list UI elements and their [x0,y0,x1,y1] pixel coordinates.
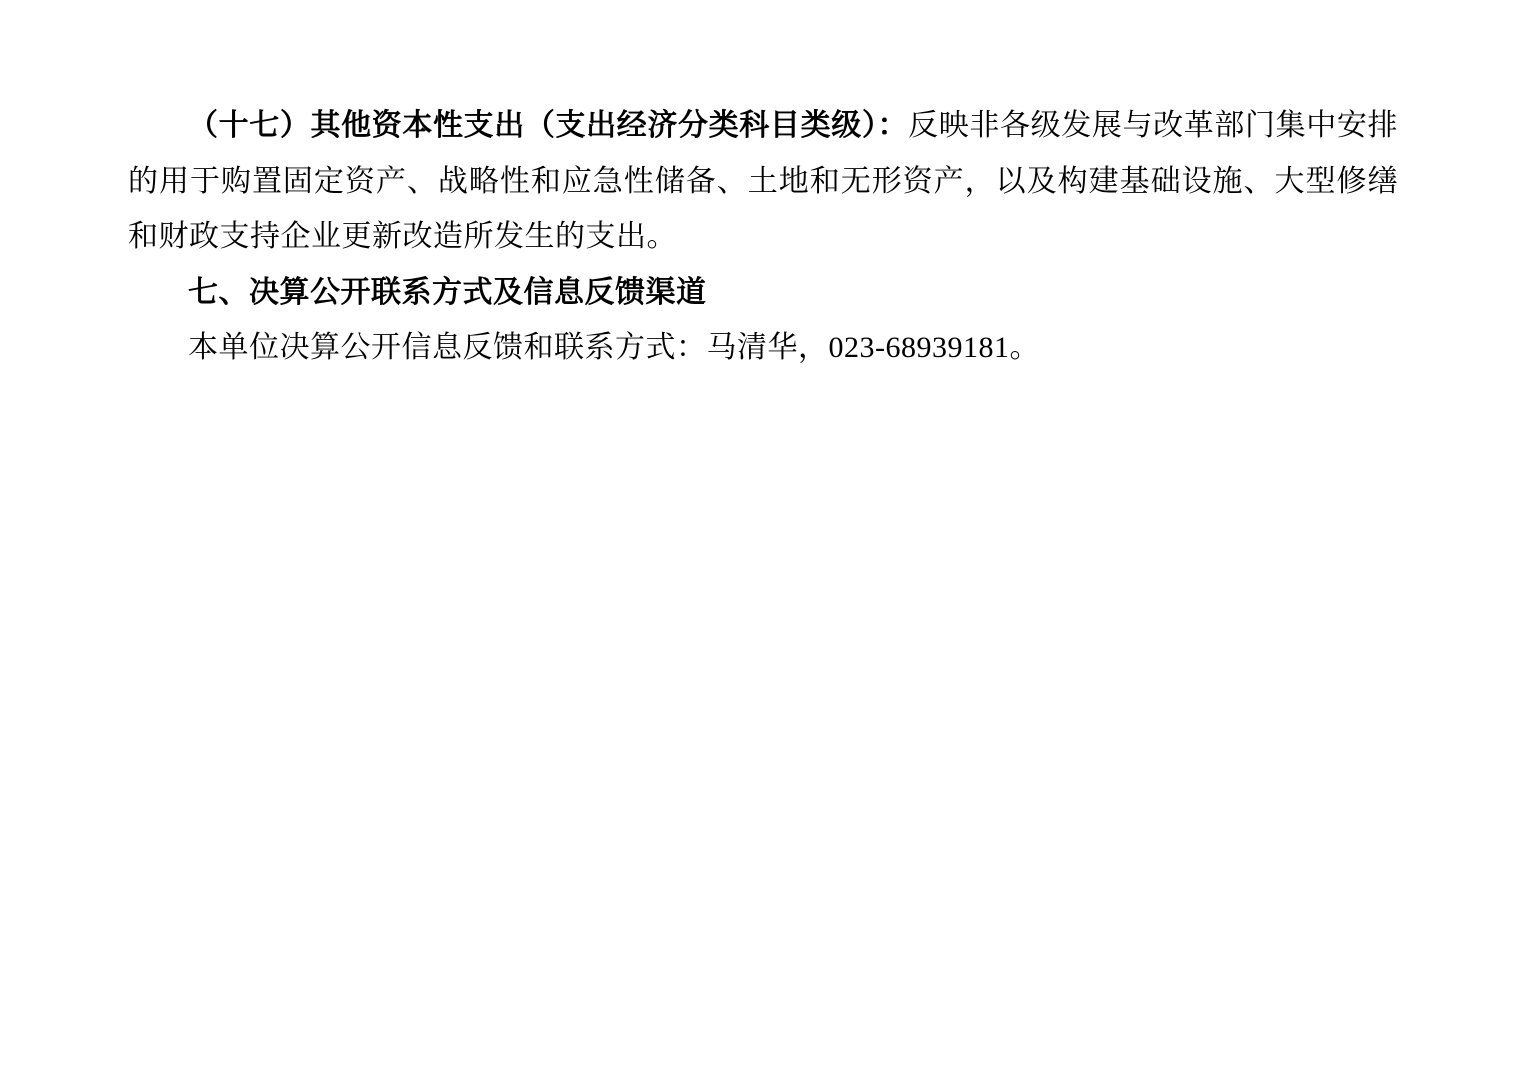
paragraph-other-capital-expenditure [128,98,1398,265]
paragraph-body-text: 反映非各级发展与改革部门集中安排的用于购置固定资产、战略性和应急性储备、土地和无形资产，以及构建基础设施、大型修缮和财政支持企业更新改造所发生的支出。 [128,109,1399,253]
paragraph-contact-info: 本单位决算公开信息反馈和联系方式：马清华，023-68939181。 [188,331,1040,364]
section-heading-contact-channels: 七、决算公开联系方式及信息反馈渠道 [188,275,707,309]
document-content [128,98,1398,376]
paragraph-lead-bold: （十七）其他资本性支出（支出经济分类科目类级）： [188,109,909,142]
